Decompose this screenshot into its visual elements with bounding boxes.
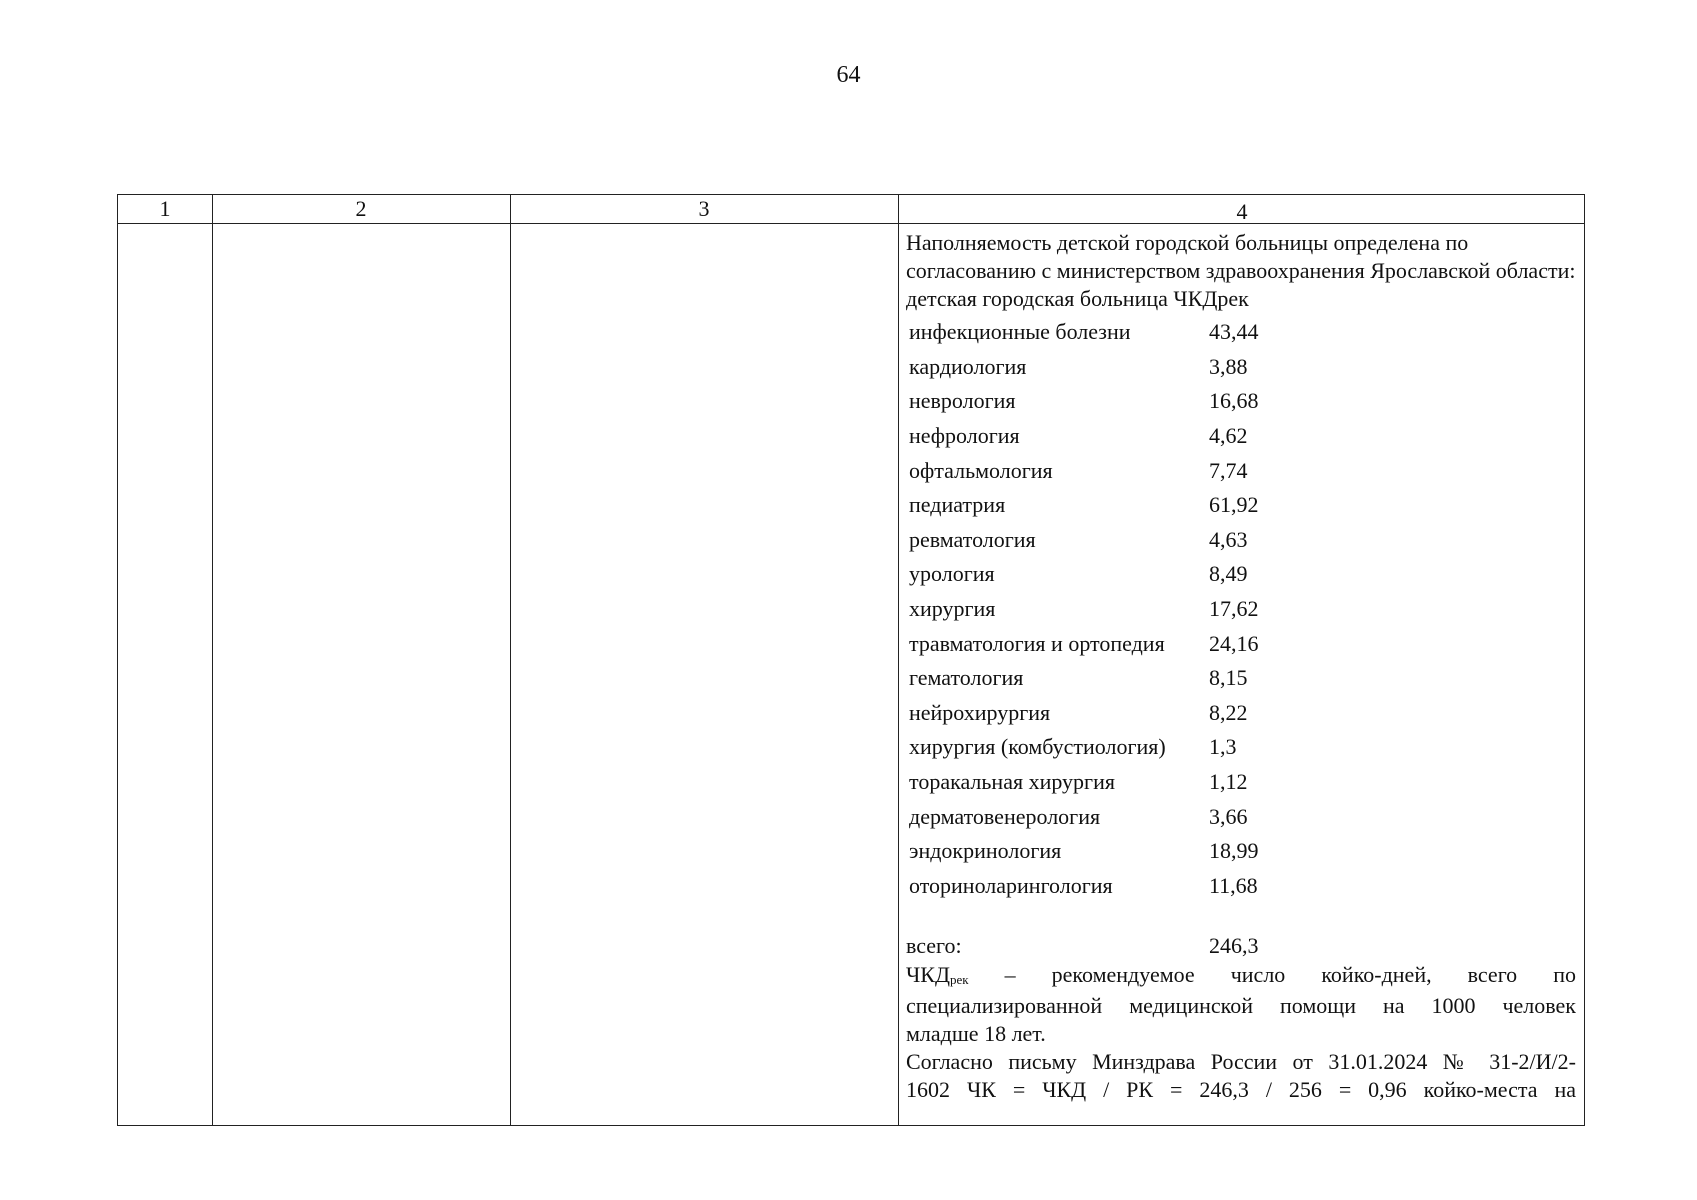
list-item <box>906 315 1576 350</box>
column-divider-3 <box>898 195 899 1125</box>
specialty-name: офтальмология <box>909 457 1053 483</box>
list-item <box>906 799 1576 834</box>
column-divider-2 <box>510 195 511 1125</box>
specialty-value: 4,63 <box>1209 526 1248 552</box>
definition-text: – рекомендуемое число койко-дней, всего по <box>1004 962 1576 988</box>
definition-line-1 <box>906 961 1576 992</box>
specialty-name: эндокринология <box>909 838 1062 864</box>
specialty-name: нейрохирургия <box>909 699 1051 725</box>
list-item <box>906 696 1576 731</box>
list-item <box>906 765 1576 800</box>
total-row <box>906 931 1576 961</box>
specialty-value: 3,66 <box>1209 803 1248 829</box>
definition-line-3: младше 18 лет. <box>906 1021 1046 1047</box>
list-item <box>906 626 1576 661</box>
list-item <box>906 453 1576 488</box>
specialty-name: неврология <box>909 388 1016 414</box>
specialty-name: кардиология <box>909 353 1027 379</box>
definition-abbr: $ЧКД_{рек}$ <box>906 962 969 988</box>
list-item <box>906 730 1576 765</box>
intro-paragraph: Наполняемость детской городской больницы определена по согласованию с министерством здравоохранения Ярославской области: <box>906 230 1576 283</box>
definition-line-2: специализированной медицинской помощи на 1000 человек <box>906 993 1576 1019</box>
specialty-name: травматология и ортопедия <box>909 630 1165 656</box>
document-table <box>117 194 1585 1126</box>
list-header-value: ЧКДрек <box>1173 286 1249 311</box>
specialty-name: дерматовенерология <box>909 803 1101 829</box>
specialty-value: 7,74 <box>1209 457 1248 483</box>
list-item <box>906 419 1576 454</box>
specialty-value: 18,99 <box>1209 838 1259 864</box>
page-number: 64 <box>836 62 861 88</box>
specialty-value: 8,22 <box>1209 699 1248 725</box>
column-4-content <box>906 229 1576 1104</box>
list-item <box>906 384 1576 419</box>
specialty-name: урология <box>909 561 995 587</box>
specialty-value: 8,15 <box>1209 665 1248 691</box>
specialty-list <box>906 315 1576 903</box>
header-col-3: 3 <box>698 196 710 221</box>
specialty-name: торакальная хирургия <box>909 769 1115 795</box>
specialty-name: хирургия (комбустиология) <box>909 734 1166 760</box>
specialty-value: 16,68 <box>1209 388 1259 414</box>
specialty-name: нефрология <box>909 423 1020 449</box>
specialty-value: 1,3 <box>1209 734 1237 760</box>
column-divider-1 <box>212 195 213 1125</box>
specialty-value: 3,88 <box>1209 353 1248 379</box>
list-item <box>906 869 1576 904</box>
list-item <box>906 834 1576 869</box>
list-item <box>906 523 1576 558</box>
specialty-name: ревматология <box>909 526 1036 552</box>
specialty-value: 11,68 <box>1209 872 1258 898</box>
specialty-value: 8,49 <box>1209 561 1248 587</box>
list-header-name: детская городская больница <box>906 286 1168 311</box>
header-col-2: 2 <box>355 196 367 221</box>
total-value: 246,3 <box>1209 933 1259 959</box>
definition-subscript: рек <box>949 972 969 988</box>
list-item <box>906 350 1576 385</box>
list-item <box>906 661 1576 696</box>
specialty-name: инфекционные болезни <box>909 319 1131 345</box>
header-col-1: 1 <box>159 196 171 221</box>
specialty-value: 1,12 <box>1209 769 1248 795</box>
letter-line-1: Согласно письму Минздрава России от 31.01.2024 № 31-2/И/2- <box>906 1049 1576 1075</box>
total-label: всего: <box>906 933 962 959</box>
header-col-4: 4 <box>1236 199 1248 224</box>
specialty-value: 43,44 <box>1209 319 1259 345</box>
list-item <box>906 592 1576 627</box>
list-header <box>906 285 1576 313</box>
letter-line-2: 1602 ЧК = ЧКД / РК = 246,3 / 256 = 0,96 койко-места на <box>906 1077 1576 1103</box>
specialty-value: 17,62 <box>1209 596 1259 622</box>
specialty-value: 24,16 <box>1209 630 1259 656</box>
specialty-name: оториноларингология <box>909 872 1113 898</box>
list-item <box>906 488 1576 523</box>
specialty-name: педиатрия <box>909 492 1006 518</box>
specialty-name: хирургия <box>909 596 996 622</box>
specialty-value: 61,92 <box>1209 492 1259 518</box>
specialty-value: 4,62 <box>1209 423 1248 449</box>
specialty-name: гематология <box>909 665 1024 691</box>
list-item <box>906 557 1576 592</box>
